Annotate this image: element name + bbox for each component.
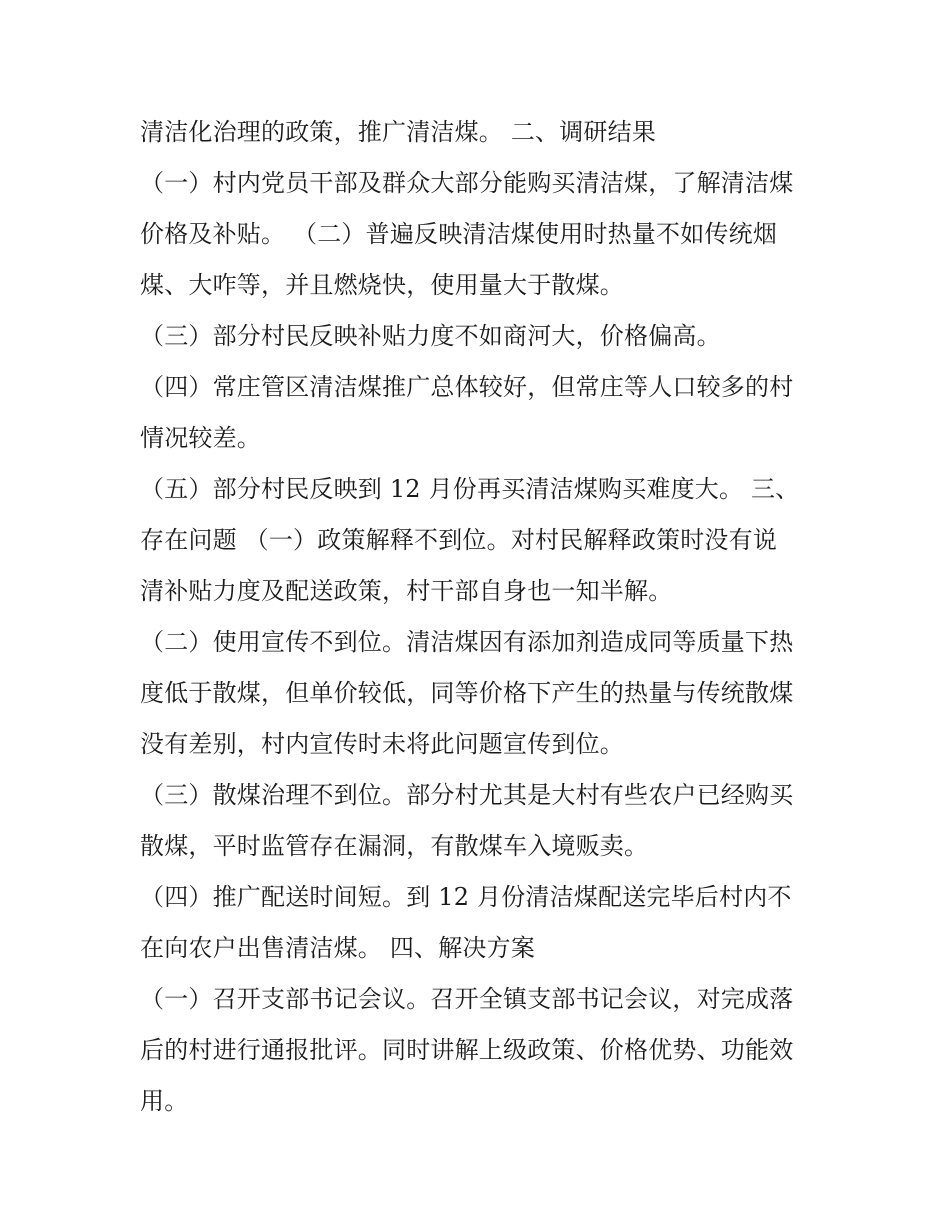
text-line: （一）村内党员干部及群众大部分能购买清洁煤，了解清洁煤 <box>140 169 794 197</box>
text-line: 存在问题 （一）政策解释不到位。对村民解释政策时没有说 <box>140 526 778 554</box>
text-line: 没有差别，村内宣传时未将此问题宣传到位。 <box>140 730 624 758</box>
text-line: （三）部分村民反映补贴力度不如商河大，价格偏高。 <box>140 322 721 350</box>
text-line: 价格及补贴。 （二）普遍反映清洁煤使用时热量不如传统烟 <box>140 220 778 248</box>
text-line: （四）推广配送时间短。到 12 月份清洁煤配送完毕后村内不 <box>140 883 792 911</box>
document-body <box>140 107 840 1127</box>
text-line: （四）常庄管区清洁煤推广总体较好，但常庄等人口较多的村 <box>140 373 794 401</box>
text-line: （一）召开支部书记会议。召开全镇支部书记会议，对完成落 <box>140 985 794 1013</box>
text-line: 用。 <box>140 1087 189 1115</box>
text-line: 情况较差。 <box>140 424 261 452</box>
text-line: （二）使用宣传不到位。清洁煤因有添加剂造成同等质量下热 <box>140 628 794 656</box>
text-line: 度低于散煤，但单价较低，同等价格下产生的热量与传统散煤 <box>140 679 794 707</box>
text-line: 后的村进行通报批评。同时讲解上级政策、价格优势、功能效 <box>140 1036 794 1064</box>
text-line: 清补贴力度及配送政策，村干部自身也一知半解。 <box>140 577 673 605</box>
text-line: 在向农户出售清洁煤。 四、解决方案 <box>140 934 536 962</box>
text-line: 散煤，平时监管存在漏洞，有散煤车入境贩卖。 <box>140 832 649 860</box>
text-line: 清洁化治理的政策，推广清洁煤。 二、调研结果 <box>140 118 657 146</box>
text-line: 煤、大咋等，并且燃烧快，使用量大于散煤。 <box>140 271 624 299</box>
text-line: （五）部分村民反映到 12 月份再买清洁煤购买难度大。 三、 <box>140 475 800 503</box>
text-line: （三）散煤治理不到位。部分村尤其是大村有些农户已经购买 <box>140 781 794 809</box>
